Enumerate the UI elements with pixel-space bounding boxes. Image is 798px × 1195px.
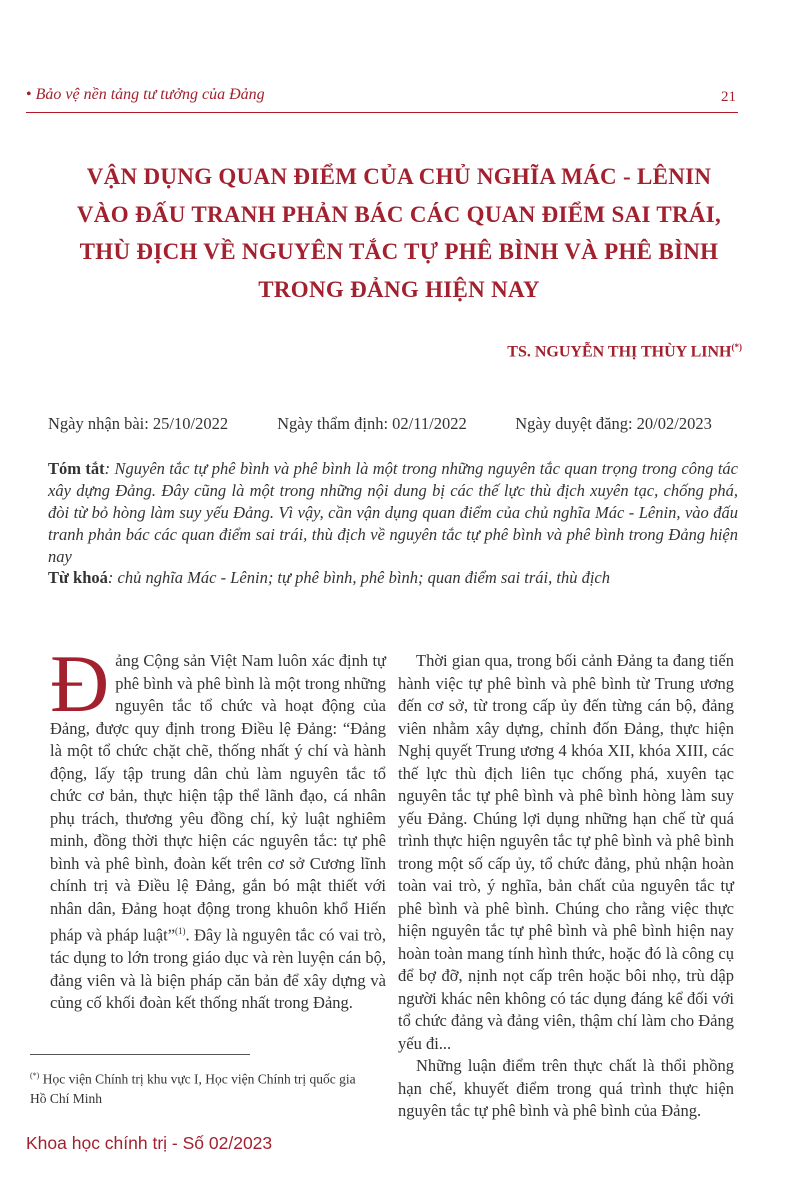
abstract (48, 458, 738, 568)
keywords-label: Từ khoá (48, 568, 108, 587)
keywords (48, 568, 748, 588)
footnote-divider (30, 1054, 250, 1055)
keywords-text: : chủ nghĩa Mác - Lênin; tự phê bình, phê bình; quan điểm sai trái, thù địch (107, 568, 610, 587)
footnote-text: Học viện Chính trị khu vực I, Học viện Chính trị quốc gia Hồ Chí Minh (30, 1071, 356, 1106)
drop-cap: Đ (50, 638, 110, 729)
date-reviewed: Ngày thẩm định: 02/11/2022 (277, 414, 467, 433)
author (507, 342, 742, 361)
date-approved: Ngày duyệt đăng: 20/02/2023 (515, 414, 712, 433)
article-title (30, 158, 768, 308)
body-column-left (50, 638, 386, 1015)
journal-footer: Khoa học chính trị - Số 02/2023 (26, 1133, 273, 1153)
section-label (26, 86, 265, 104)
body-paragraph (50, 638, 386, 1015)
abstract-text: : Nguyên tắc tự phê bình và phê bình là một trong những nguyên tắc quan trọng trong công tác xây dựng Đảng. Đây cũng là một trong những nội dung bị các thế lực thù địch xuyên tạc, chống phá, đòi từ bỏ hòng làm suy yếu Đảng. Vì vậy, cần vận dụng quan điểm của chủ nghĩa Mác - Lênin, vào đấu tranh phản bác các quan điểm sai trái, thù địch về nguyên tắc tự phê bình và phê bình trong Đảng hiện nay (48, 459, 738, 566)
body-column-right (398, 650, 734, 1123)
body-paragraph: Những luận điểm trên thực chất là thổi phồng hạn chế, khuyết điểm trong quá trình thực hiện nguyên tắc tự phê bình và phê bình của Đảng. (398, 1056, 734, 1120)
body-text-continued: . Đây là nguyên tắc có vai trò, tác dụng to lớn trong giáo dục và rèn luyện cán bộ, đảng viên và là biện pháp căn bản để xây dựng và củng cố khối đoàn kết thống nhất trong Đảng. (50, 925, 386, 1012)
running-header (26, 84, 738, 113)
dates-line (48, 414, 748, 434)
author-footnote-mark: (*) (731, 342, 742, 352)
page-number: 21 (721, 89, 736, 105)
title-line-2: VÀO ĐẤU TRANH PHẢN BÁC CÁC QUAN ĐIỂM SAI TRÁI, (76, 201, 722, 227)
title-line-1: VẬN DỤNG QUAN ĐIỂM CỦA CHỦ NGHĨA MÁC - LÊNIN (86, 164, 712, 189)
reference-mark: (1) (175, 926, 186, 936)
bullet-icon: • (26, 86, 32, 103)
date-received: Ngày nhận bài: 25/10/2022 (48, 414, 229, 433)
title-line-3: THÙ ĐỊCH VỀ NGUYÊN TẮC TỰ PHÊ BÌNH VÀ PHÊ BÌNH (79, 239, 719, 264)
section-text: Bảo vệ nền tảng tư tưởng của Đảng (35, 86, 265, 103)
footnote-mark: (*) (30, 1071, 40, 1080)
body-text: ảng Cộng sản Việt Nam luôn xác định tự phê bình và phê bình là một trong những nguyên tắc tổ chức và hoạt động của Đảng, được quy định trong Điều lệ Đảng: “Đảng là một tổ chức chặt chẽ, thống nhất ý chí và hành động, lấy tập trung dân chủ làm nguyên tắc tổ chức cơ bản, thực hiện tập thể lãnh đạo, cá nhân phụ trách, thương yêu đồng chí, kỷ luật nghiêm minh, đồng thời thực hiện các nguyên tắc: tự phê bình và phê bình, đoàn kết trên cơ sở Cương lĩnh chính trị và Điều lệ Đảng, gắn bó mật thiết với nhân dân, Đảng hoạt động trong khuôn khổ Hiến pháp và pháp luật” (50, 651, 386, 945)
footnote (30, 1066, 370, 1108)
body-paragraph: Thời gian qua, trong bối cảnh Đảng ta đang tiến hành việc tự phê bình và phê bình từ Trung ương đến cơ sở, từ trong cấp ủy đến từng cán bộ, đảng viên nhằm xây dựng, chỉnh đốn Đảng, thực hiện Nghị quyết Trung ương 4 khóa XII, khóa XIII, các thế lực thù địch liên tục chống phá, xuyên tạc nguyên tắc tự phê bình và phê bình hòng làm suy yếu Đảng. Chúng lợi dụng những hạn chế từ quá trình thực hiện nguyên tắc tự phê bình và phê bình trong một số cấp ủy, tổ chức đảng, phủ nhận hoàn toàn vai trò, ý nghĩa, bản chất của nguyên tắc tự phê bình và phê bình. Chúng cho rằng việc thực hiện nguyên tắc tự phê bình và phê bình hiện nay hoàn toàn mang tính hình thức, hoặc đó là công cụ để bợ đỡ, nịnh nọt cấp trên hoặc bôi nhọ, trù dập người khác nên không có tác dụng đáng kể đối với tổ chức đảng và đảng viên, thậm chí làm cho Đảng yếu đi... (398, 651, 734, 1053)
title-line-4: TRONG ĐẢNG HIỆN NAY (258, 276, 540, 302)
author-name: TS. NGUYỄN THỊ THÙY LINH (507, 343, 732, 361)
abstract-label: Tóm tắt (48, 459, 105, 478)
